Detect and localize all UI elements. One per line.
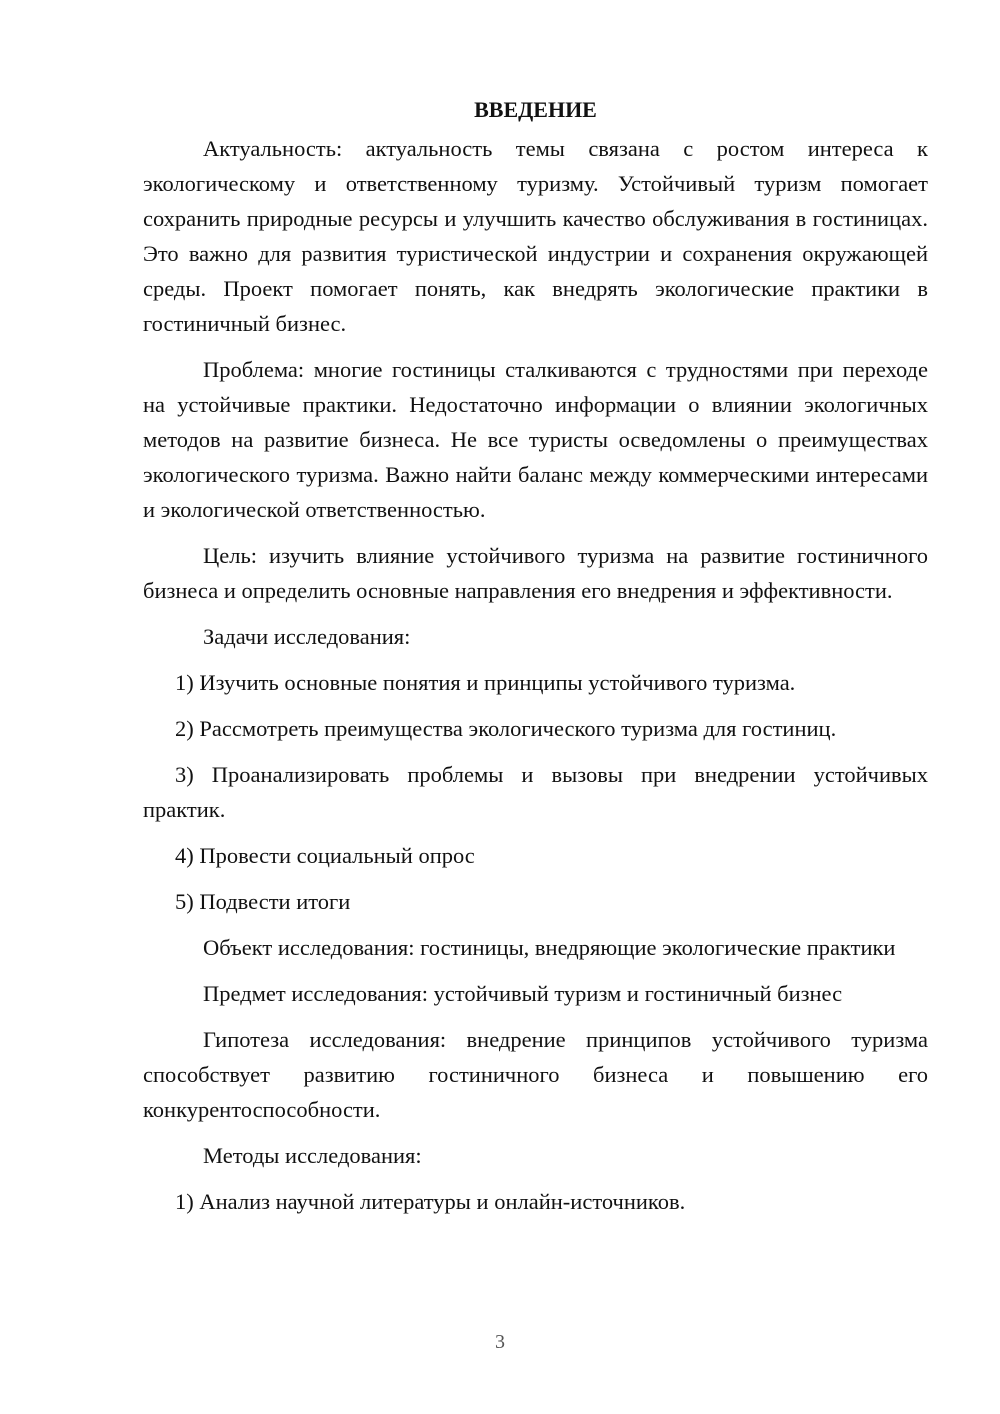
- page-number: 3: [495, 1331, 505, 1353]
- task-item-2: 2) Рассмотреть преимущества экологического туризма для гостиниц.: [175, 716, 837, 741]
- task-item-4: 4) Провести социальный опрос: [175, 843, 475, 868]
- method-item-1: 1) Анализ научной литературы и онлайн-источников.: [175, 1189, 686, 1214]
- paragraph-tasks-heading: Задачи исследования:: [203, 624, 411, 649]
- paragraph-problem: Проблема: многие гостиницы сталкиваются с трудностями при переходе на устойчивые практики. Недостаточно информации о влиянии экологичных методов на развитие бизнеса. Не все туристы осведомлены о преимуществах экологического туризма. Важно найти баланс между коммерческими интересами и экологической ответственностью.: [143, 357, 928, 522]
- paragraph-subject: Предмет исследования: устойчивый туризм и гостиничный бизнес: [203, 981, 843, 1006]
- section-title: ВВЕДЕНИЕ: [474, 97, 597, 122]
- task-item-1: 1) Изучить основные понятия и принципы устойчивого туризма.: [175, 670, 796, 695]
- paragraph-object: Объект исследования: гостиницы, внедряющие экологические практики: [203, 935, 896, 960]
- paragraph-goal: Цель: изучить влияние устойчивого туризма на развитие гостиничного бизнеса и определить основные направления его внедрения и эффективности.: [143, 543, 928, 603]
- task-item-5: 5) Подвести итоги: [175, 889, 351, 914]
- task-item-3: 3) Проанализировать проблемы и вызовы при внедрении устойчивых практик.: [143, 762, 928, 822]
- paragraph-methods-heading: Методы исследования:: [203, 1143, 422, 1168]
- paragraph-hypothesis: Гипотеза исследования: внедрение принципов устойчивого туризма способствует развитию гостиничного бизнеса и повышению его конкурентоспособности.: [143, 1027, 928, 1122]
- paragraph-relevance: Актуальность: актуальность темы связана с ростом интереса к экологическому и ответственному туризму. Устойчивый туризм помогает сохранить природные ресурсы и улучшить качество обслуживания в гостиницах. Это важно для развития туристической индустрии и сохранения окружающей среды. Проект помогает понять, как внедрять экологические практики в гостиничный бизнес.: [143, 136, 928, 336]
- page-content: [143, 92, 928, 1230]
